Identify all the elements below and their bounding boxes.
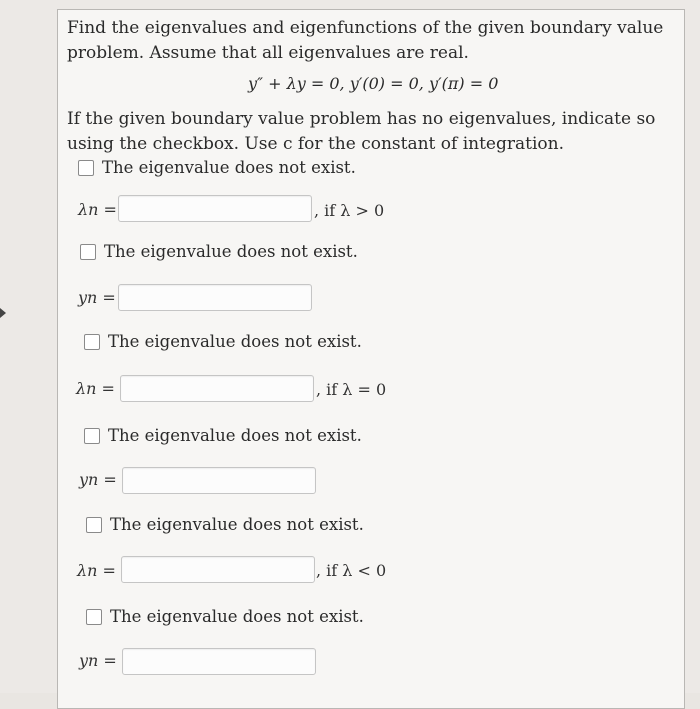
problem-intro: Find the eigenvalues and eigenfunctions of the given boundary value problem. Assume that all eigenvalues are real.: [67, 18, 664, 63]
y-label: yn =: [79, 470, 117, 489]
lambda-label: λn =: [78, 200, 117, 219]
checkbox-lambda-zero-eigenvalue[interactable]: [84, 332, 362, 351]
checkbox-label: The eigenvalue does not exist.: [110, 515, 364, 534]
checkbox-lambda-positive-eigenfunction[interactable]: [80, 242, 358, 261]
checkbox-box[interactable]: [78, 160, 94, 176]
lambda-input-positive[interactable]: [118, 195, 312, 222]
checkbox-lambda-negative-eigenfunction[interactable]: [86, 607, 364, 626]
lambda-input-negative[interactable]: [121, 556, 315, 583]
y-input-negative[interactable]: [122, 648, 316, 675]
lambda-label: λn =: [76, 379, 115, 398]
checkbox-box[interactable]: [80, 244, 96, 260]
checkbox-box[interactable]: [86, 517, 102, 533]
y-input-positive[interactable]: [118, 284, 312, 311]
y-input-zero[interactable]: [122, 467, 316, 494]
condition-label: , if λ = 0: [316, 380, 387, 399]
boundary-value-equation: y″ + λy = 0, y′(0) = 0, y′(π) = 0: [248, 74, 499, 93]
y-label: yn =: [79, 651, 117, 670]
checkbox-label: The eigenvalue does not exist.: [102, 158, 356, 177]
checkbox-label: The eigenvalue does not exist.: [110, 607, 364, 626]
lambda-input-zero[interactable]: [120, 375, 314, 402]
checkbox-lambda-positive-eigenvalue[interactable]: [78, 158, 356, 177]
checkbox-label: The eigenvalue does not exist.: [108, 426, 362, 445]
checkbox-box[interactable]: [86, 609, 102, 625]
checkbox-label: The eigenvalue does not exist.: [104, 242, 358, 261]
checkbox-label: The eigenvalue does not exist.: [108, 332, 362, 351]
lambda-label: λn =: [77, 561, 116, 580]
problem-note: If the given boundary value problem has no eigenvalues, indicate so using the checkbox. Use c for the constant of integration.: [67, 109, 656, 154]
condition-label: , if λ > 0: [314, 201, 385, 220]
checkbox-box[interactable]: [84, 334, 100, 350]
checkbox-lambda-negative-eigenvalue[interactable]: [86, 515, 364, 534]
side-marker-icon: [0, 308, 6, 318]
checkbox-box[interactable]: [84, 428, 100, 444]
checkbox-lambda-zero-eigenfunction[interactable]: [84, 426, 362, 445]
condition-label: , if λ < 0: [316, 561, 387, 580]
y-label: yn =: [78, 288, 116, 307]
